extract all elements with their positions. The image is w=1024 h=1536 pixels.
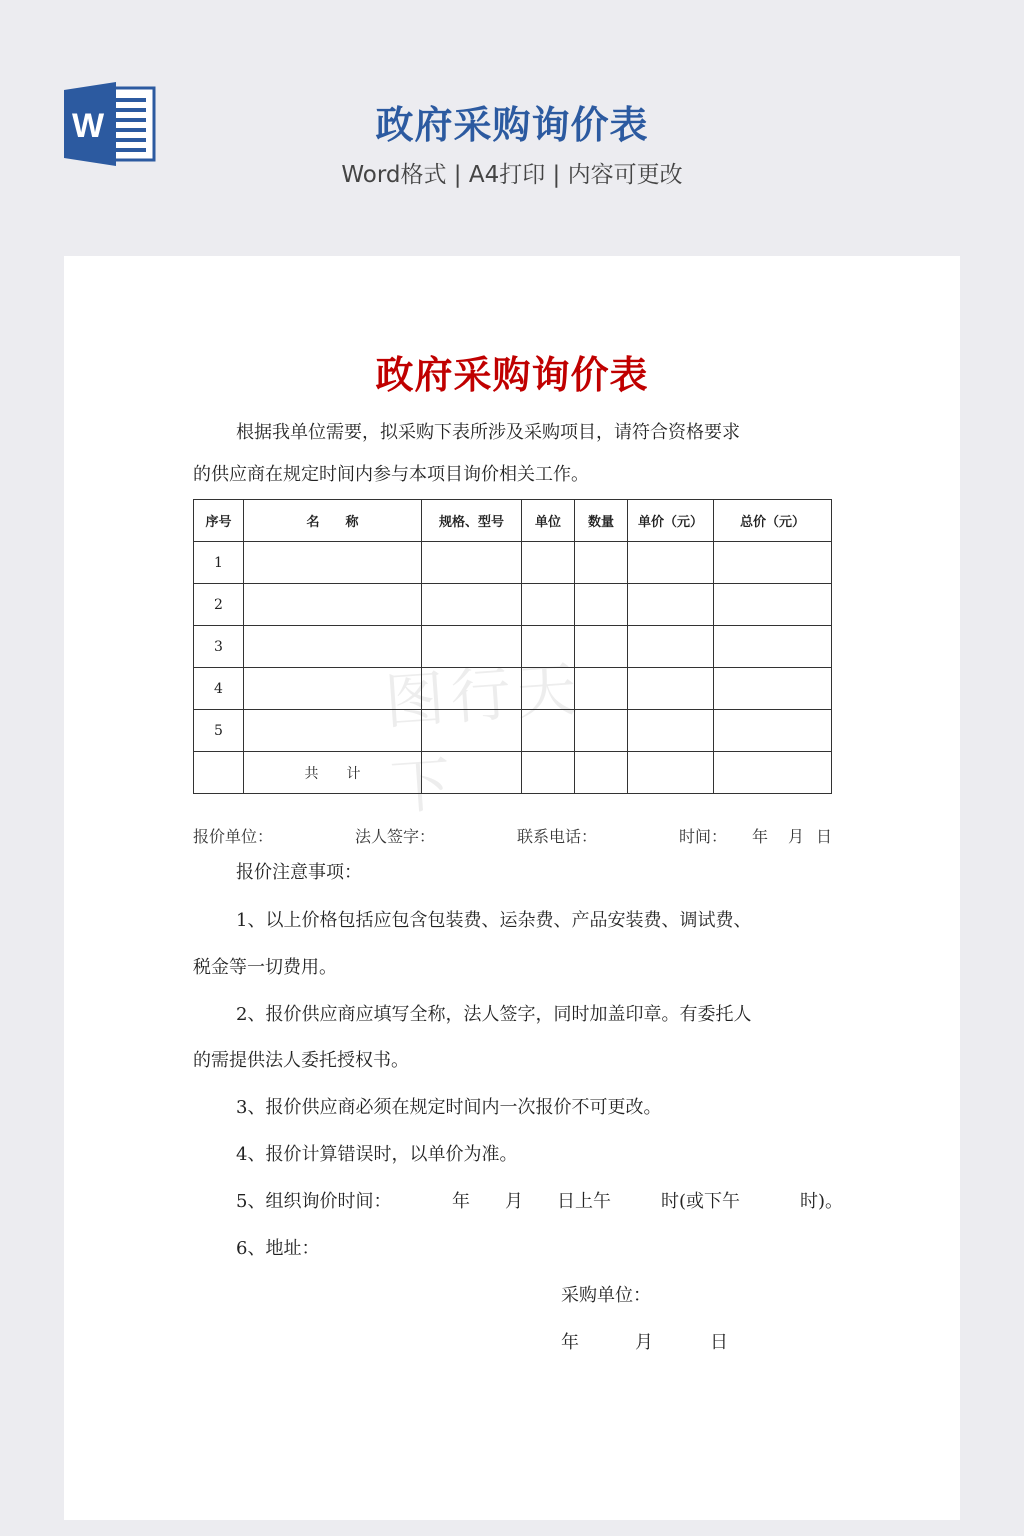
cell-unit[interactable] [522, 542, 575, 584]
col-header-unit: 单位 [522, 500, 575, 542]
col-header-index: 序号 [194, 500, 244, 542]
page-header [0, 0, 1024, 255]
cell-unit-price[interactable] [628, 626, 714, 668]
cell-total-price[interactable] [714, 668, 832, 710]
svg-text:W: W [71, 107, 105, 145]
cell-name[interactable] [244, 626, 422, 668]
table-row [194, 542, 832, 584]
cell-unit-price[interactable] [628, 584, 714, 626]
row-index: 5 [194, 710, 244, 752]
cell-name[interactable] [244, 668, 422, 710]
buyer-month: 月 [635, 1332, 653, 1353]
table-row [194, 584, 832, 626]
time-day: 日 [816, 827, 833, 846]
cell-quantity[interactable] [575, 584, 628, 626]
cell-unit-price[interactable] [628, 668, 714, 710]
buyer-day: 日 [710, 1332, 728, 1353]
legal-sign-label: 法人签字： [355, 827, 436, 846]
quote-unit-label: 报价单位： [193, 827, 274, 846]
note-5-hour-pm: 时(或下午 [661, 1191, 741, 1212]
cell-unit[interactable] [522, 668, 575, 710]
phone-label: 联系电话： [517, 827, 598, 846]
cell-spec[interactable] [422, 668, 522, 710]
time-label: 时间： [679, 827, 728, 846]
cell-unit[interactable] [522, 752, 575, 794]
cell-blank [194, 752, 244, 794]
quote-table [193, 499, 832, 824]
note-5-label: 5、组织询价时间： [236, 1191, 392, 1212]
note-2-line-1: 2、报价供应商应填写全称，法人签字，同时加盖印章。有委托人 [236, 1004, 752, 1025]
cell-quantity[interactable] [575, 668, 628, 710]
table-total-row [194, 752, 832, 794]
cell-name[interactable] [244, 710, 422, 752]
col-header-unit-price: 单价（元） [628, 500, 714, 542]
note-5-month: 月 [505, 1191, 523, 1212]
note-5-hour-end: 时)。 [800, 1191, 844, 1212]
cell-quantity[interactable] [575, 710, 628, 752]
buyer-label: 采购单位： [561, 1285, 651, 1306]
time-month: 月 [788, 827, 805, 846]
row-index: 3 [194, 626, 244, 668]
time-year: 年 [752, 827, 769, 846]
header-title: 政府采购询价表 [375, 103, 649, 147]
note-5-day-am: 日上午 [557, 1191, 611, 1212]
intro-line-2: 的供应商在规定时间内参与本项目询价相关工作。 [193, 464, 589, 485]
col-header-spec: 规格、型号 [422, 500, 522, 542]
notes-title: 报价注意事项： [236, 862, 362, 883]
watermark: 图行天下 [382, 654, 585, 824]
col-header-total-price: 总价（元） [714, 500, 832, 542]
header-subtitle: Word格式 | A4打印 | 内容可更改 [341, 162, 683, 188]
cell-spec[interactable] [422, 626, 522, 668]
cell-spec[interactable] [422, 752, 522, 794]
cell-quantity[interactable] [575, 752, 628, 794]
cell-total-price[interactable] [714, 584, 832, 626]
cell-total-price[interactable] [714, 752, 832, 794]
cell-unit[interactable] [522, 710, 575, 752]
note-6: 6、地址： [236, 1238, 320, 1259]
row-index: 1 [194, 542, 244, 584]
cell-total-price[interactable] [714, 626, 832, 668]
cell-total-price[interactable] [714, 542, 832, 584]
note-1-line-1: 1、以上价格包括应包含包装费、运杂费、产品安装费、调试费、 [236, 910, 752, 931]
intro-line-1: 根据我单位需要，拟采购下表所涉及采购项目，请符合资格要求 [236, 422, 740, 443]
cell-unit-price[interactable] [628, 542, 714, 584]
cell-name[interactable] [244, 584, 422, 626]
table-header-row [194, 500, 832, 542]
cell-quantity[interactable] [575, 626, 628, 668]
cell-unit[interactable] [522, 584, 575, 626]
cell-unit-price[interactable] [628, 752, 714, 794]
col-header-name: 名 称 [244, 500, 422, 542]
row-index: 4 [194, 668, 244, 710]
table-row [194, 710, 832, 752]
row-index: 2 [194, 584, 244, 626]
cell-quantity[interactable] [575, 542, 628, 584]
buyer-year: 年 [561, 1332, 579, 1353]
cell-spec[interactable] [422, 584, 522, 626]
note-1-line-2: 税金等一切费用。 [193, 957, 337, 978]
cell-name[interactable] [244, 542, 422, 584]
table-row [194, 626, 832, 668]
note-3: 3、报价供应商必须在规定时间内一次报价不可更改。 [236, 1097, 662, 1118]
cell-total-price[interactable] [714, 710, 832, 752]
cell-spec[interactable] [422, 542, 522, 584]
cell-spec[interactable] [422, 710, 522, 752]
document-page [64, 256, 960, 1520]
cell-unit[interactable] [522, 626, 575, 668]
document-title: 政府采购询价表 [375, 353, 649, 397]
cell-unit-price[interactable] [628, 710, 714, 752]
table-row [194, 668, 832, 710]
total-label: 共 计 [244, 752, 422, 794]
note-4: 4、报价计算错误时，以单价为准。 [236, 1144, 518, 1165]
col-header-quantity: 数量 [575, 500, 628, 542]
note-2-line-2: 的需提供法人委托授权书。 [193, 1050, 409, 1071]
note-5-year: 年 [452, 1191, 470, 1212]
